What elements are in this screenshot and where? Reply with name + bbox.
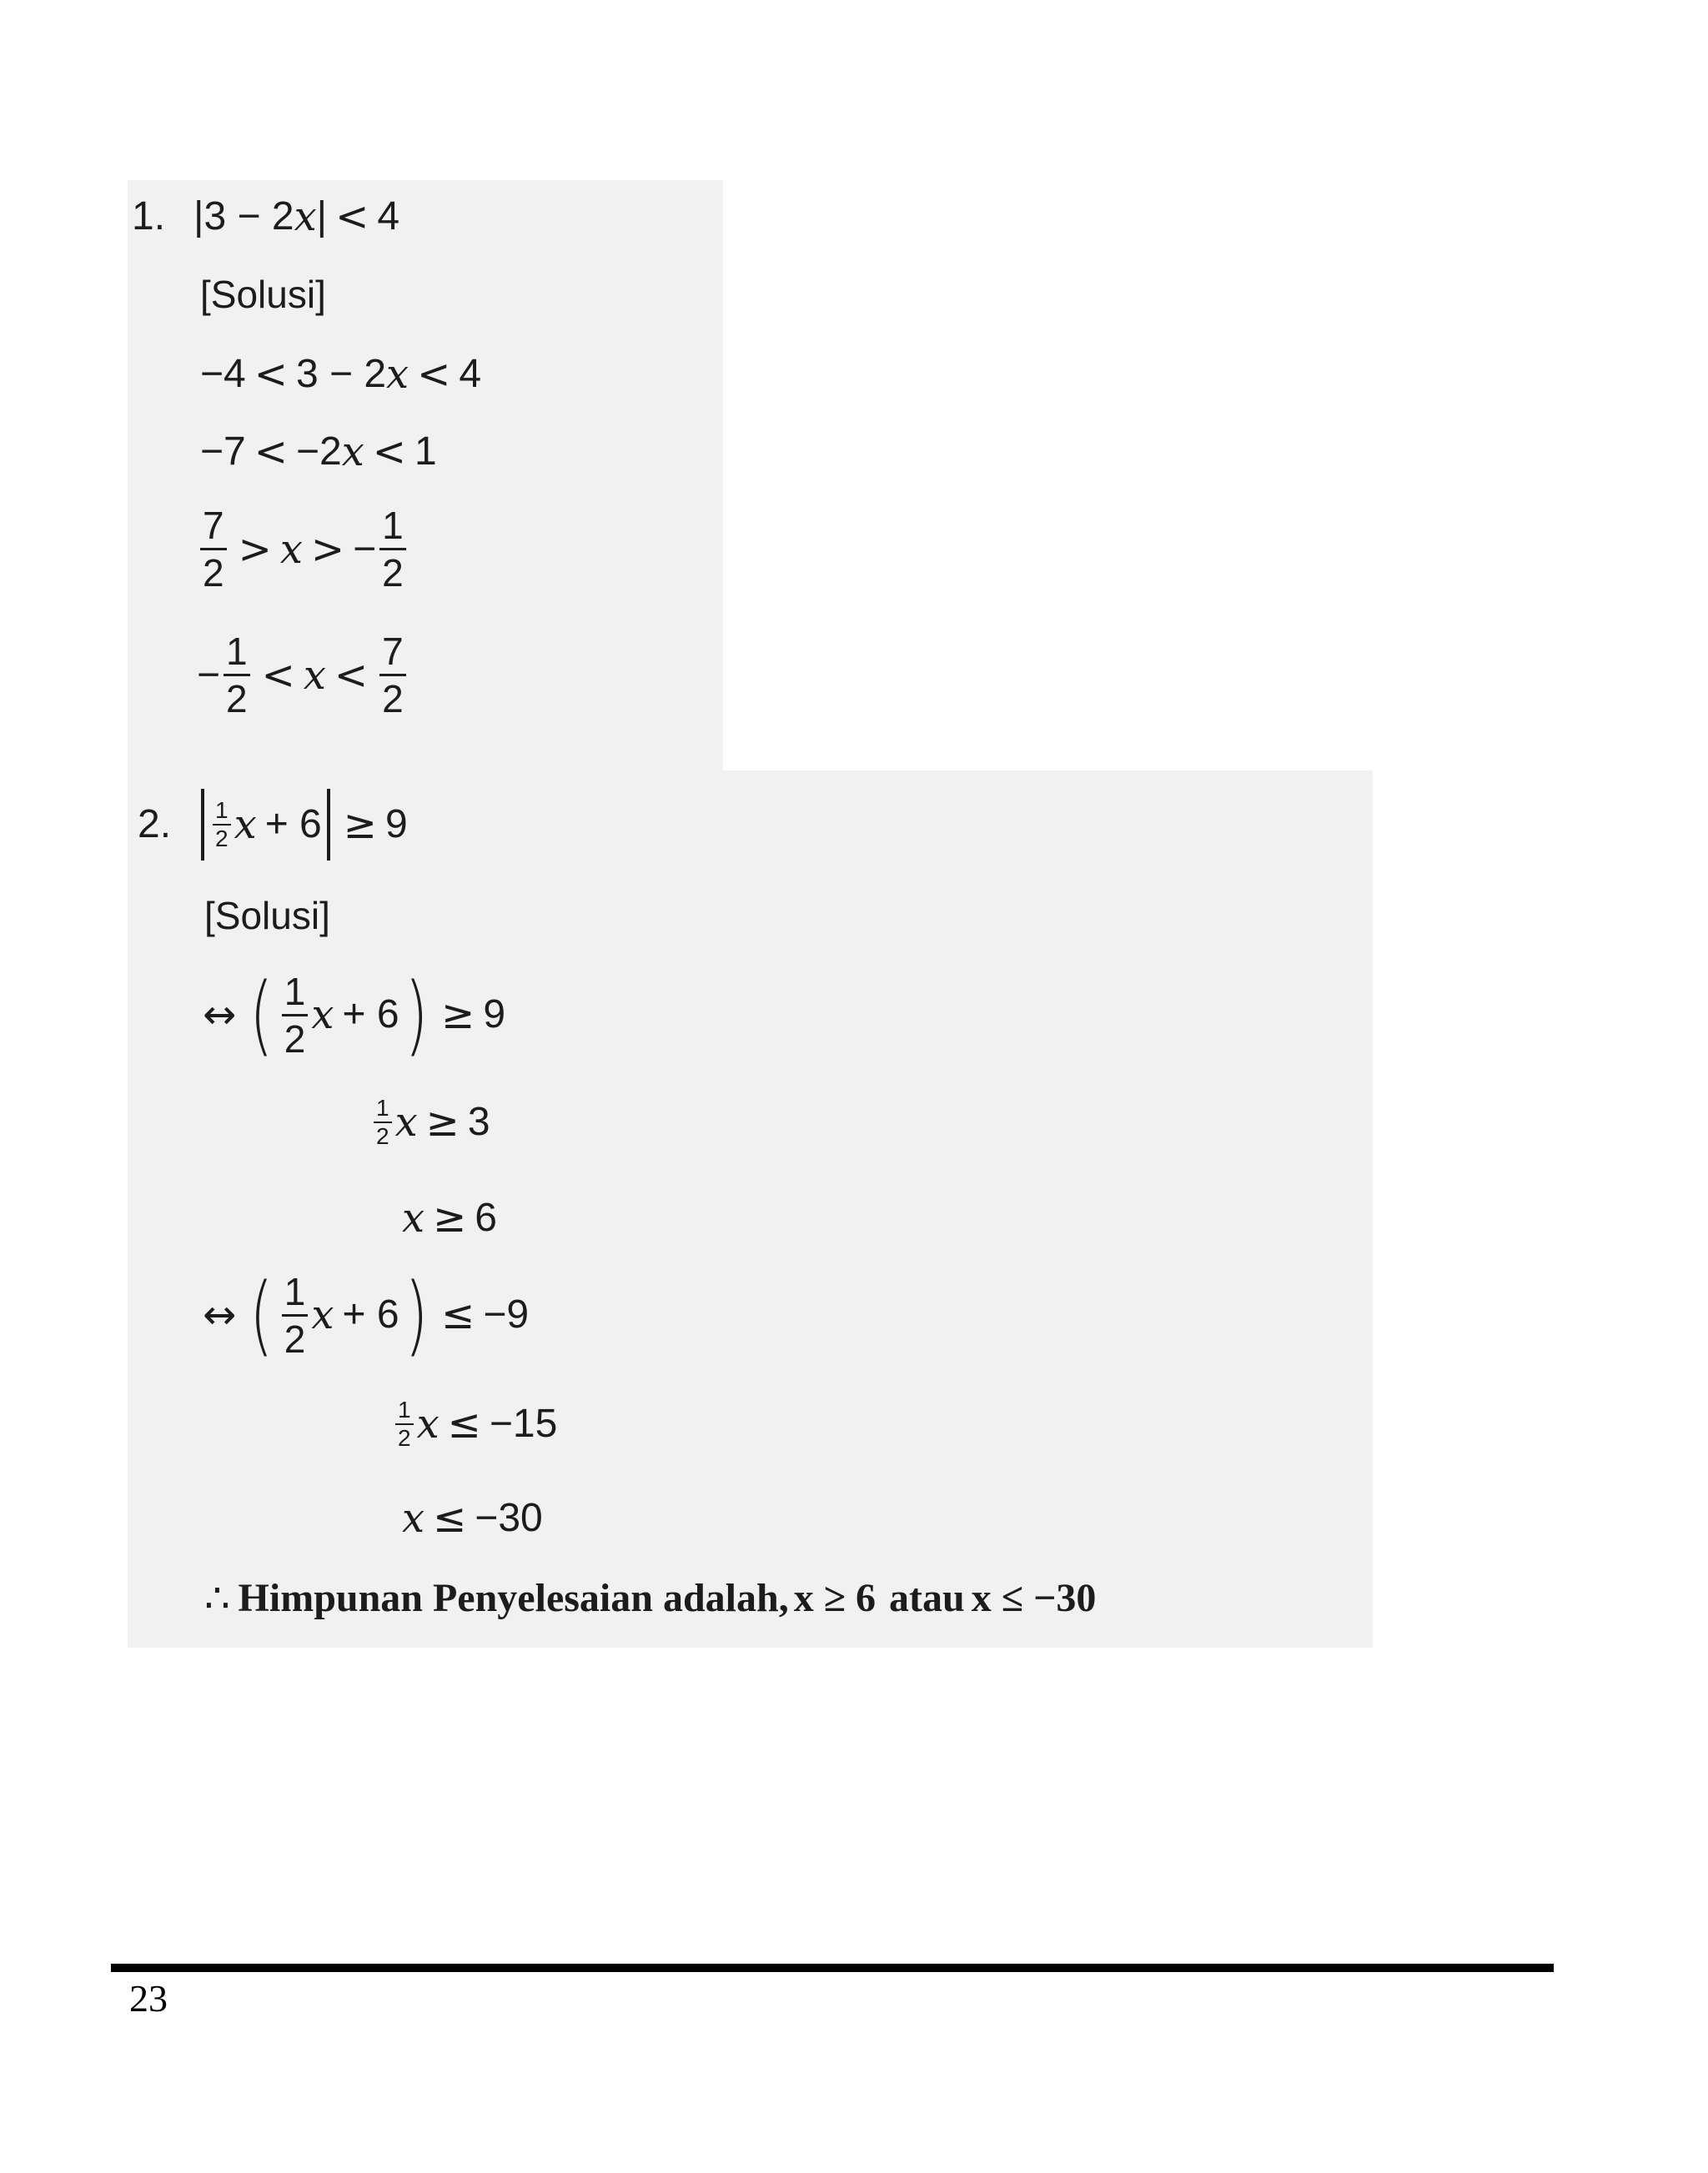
variable: x	[311, 991, 334, 1038]
numerator: 1	[379, 506, 406, 550]
denominator: 2	[376, 1123, 389, 1149]
relation: <	[417, 351, 451, 398]
denominator: 2	[284, 1016, 306, 1061]
problem-1-statement	[132, 193, 400, 240]
numerator: 1	[224, 632, 250, 676]
solution-label: [Solusi]	[204, 894, 330, 937]
rhs: 3	[467, 1100, 490, 1144]
variable: x	[402, 1195, 425, 1242]
case-2	[203, 1264, 530, 1366]
relation: <	[335, 193, 369, 240]
left-paren: (	[249, 1264, 274, 1366]
conclusion-connector: atau	[889, 1576, 965, 1620]
therefore-icon: ∴	[204, 1575, 230, 1622]
numerator: 1	[395, 1398, 414, 1425]
case-1	[203, 964, 506, 1066]
fraction	[379, 632, 406, 718]
variable: x	[341, 429, 364, 475]
minus-sign: −	[353, 526, 377, 571]
problem-2-statement	[138, 789, 408, 861]
abs-bar-close	[327, 789, 330, 861]
page-number: 23	[129, 1977, 168, 2020]
step-3	[197, 504, 409, 595]
minus-sign: −	[197, 652, 221, 697]
fraction	[200, 504, 227, 595]
expression: 3 − 2	[203, 194, 294, 238]
denominator: 2	[226, 677, 248, 720]
case-2-line-3	[402, 1495, 543, 1542]
variable: x	[294, 193, 317, 240]
term: + 6	[264, 802, 322, 846]
fraction	[282, 969, 309, 1061]
relation: >	[238, 525, 272, 573]
relation: ≥	[343, 801, 377, 848]
abs-bar-open	[201, 789, 204, 861]
rhs: 9	[384, 802, 408, 846]
abs-bar-open: |	[193, 194, 204, 238]
numerator: 1	[213, 799, 231, 826]
step-4	[197, 632, 409, 718]
relation: ≥	[441, 991, 475, 1038]
variable: x	[416, 1401, 440, 1448]
variable: x	[234, 801, 257, 848]
denominator: 2	[382, 677, 404, 720]
term: −4	[200, 352, 246, 396]
numerator: 7	[379, 632, 406, 676]
fraction	[379, 504, 406, 595]
variable: x	[386, 351, 409, 398]
conclusion	[204, 1575, 1097, 1622]
relation: ≤	[441, 1292, 475, 1338]
term: −7	[200, 429, 246, 474]
relation: ≥	[433, 1195, 467, 1242]
problem-number: 1.	[132, 194, 166, 238]
relation: <	[254, 429, 288, 475]
rhs: −15	[489, 1402, 558, 1446]
case-1-line-2	[370, 1097, 490, 1148]
denominator: 2	[203, 551, 224, 595]
relation: <	[372, 429, 406, 475]
variable: x	[279, 525, 303, 573]
relation: >	[310, 525, 345, 573]
step-1	[200, 351, 482, 398]
variable: x	[402, 1495, 425, 1542]
case-2-line-2	[392, 1398, 557, 1450]
rhs: −9	[483, 1292, 530, 1337]
numerator: 1	[374, 1097, 392, 1123]
fraction	[374, 1097, 392, 1148]
denominator: 2	[398, 1425, 411, 1451]
equivalence-arrow-icon: ↔	[203, 1292, 237, 1338]
term: 4	[459, 352, 482, 396]
problem-number: 2.	[138, 802, 172, 846]
term: + 6	[342, 1292, 399, 1337]
numerator: 1	[282, 1272, 309, 1317]
relation: <	[261, 651, 295, 699]
rhs: −30	[475, 1496, 543, 1540]
left-paren: (	[249, 964, 274, 1066]
solution-a: x ≥ 6	[793, 1576, 877, 1620]
fraction	[395, 1398, 414, 1450]
denominator: 2	[382, 551, 404, 595]
case-1-line-3	[402, 1195, 497, 1242]
fraction	[213, 799, 231, 851]
footer-rule	[111, 1964, 1554, 1972]
term: 3 − 2	[295, 352, 387, 396]
abs-bar-close: |	[316, 194, 328, 238]
denominator: 2	[284, 1317, 306, 1361]
rhs: 6	[475, 1196, 497, 1240]
term: −2	[295, 429, 342, 474]
conclusion-text: Himpunan Penyelesaian adalah,	[238, 1576, 789, 1620]
relation: ≥	[425, 1099, 460, 1146]
denominator: 2	[215, 826, 229, 851]
relation: ≤	[447, 1401, 481, 1448]
right-paren: )	[404, 1264, 429, 1366]
variable: x	[311, 1292, 334, 1338]
term: 1	[414, 429, 437, 474]
solution-b: x ≤ −30	[971, 1576, 1097, 1620]
relation: <	[334, 651, 369, 699]
fraction	[282, 1269, 309, 1361]
rhs: 4	[377, 194, 400, 238]
variable: x	[303, 651, 326, 699]
rhs: 9	[483, 992, 506, 1036]
equivalence-arrow-icon: ↔	[203, 991, 237, 1038]
solution-label: [Solusi]	[200, 273, 326, 316]
relation: <	[254, 351, 288, 398]
numerator: 7	[200, 506, 227, 550]
term: + 6	[342, 992, 399, 1036]
right-paren: )	[404, 964, 429, 1066]
numerator: 1	[282, 972, 309, 1016]
relation: ≤	[433, 1495, 467, 1542]
step-2	[200, 429, 437, 475]
fraction	[224, 632, 250, 718]
variable: x	[394, 1099, 418, 1146]
